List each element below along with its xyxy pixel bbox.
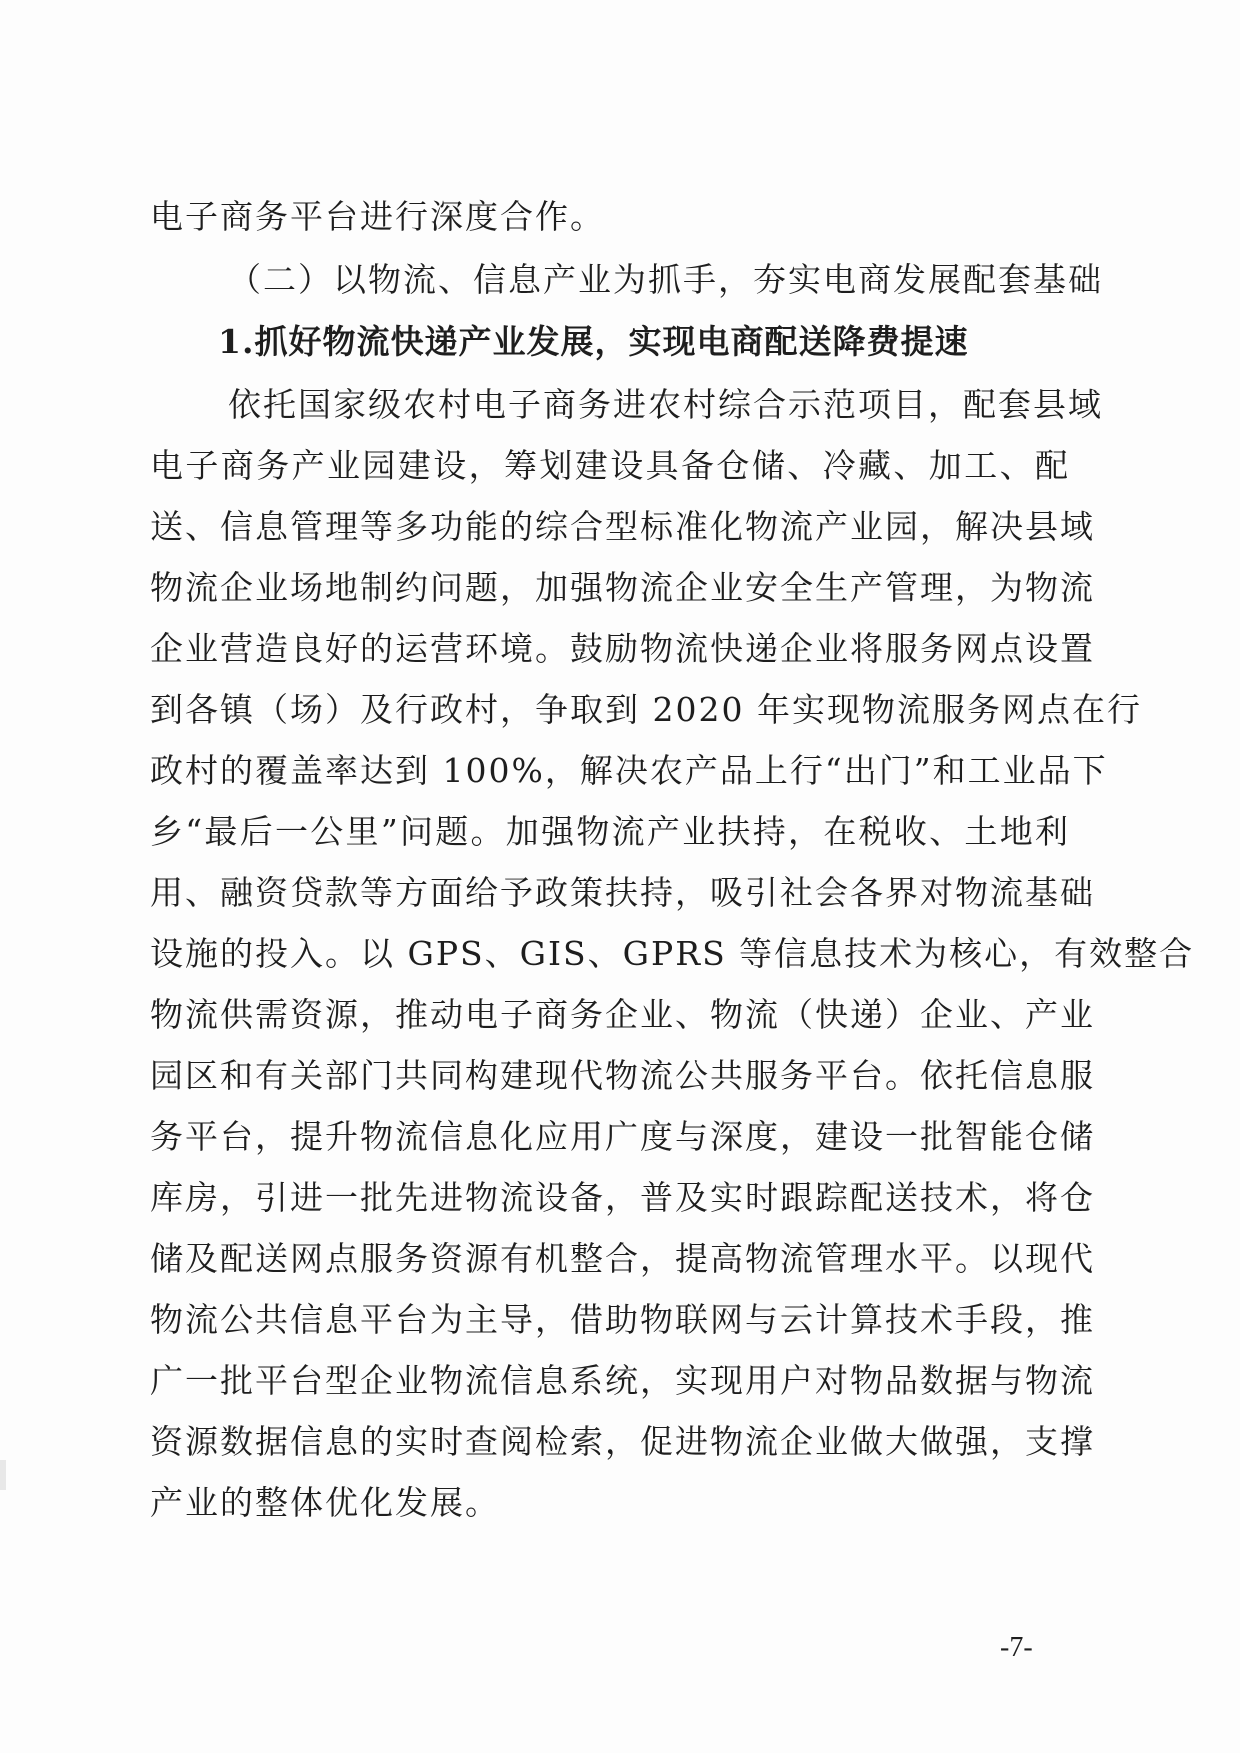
- body-line: 务平台，提升物流信息化应用广度与深度，建设一批智能仓储: [150, 1117, 1095, 1156]
- body-line: 依托国家级农村电子商务进农村综合示范项目，配套县域: [228, 385, 1103, 424]
- paragraph-continuation-line: 电子商务平台进行深度合作。: [150, 197, 605, 236]
- body-line: 物流供需资源，推动电子商务企业、物流（快递）企业、产业: [150, 995, 1095, 1034]
- body-line: 资源数据信息的实时查阅检索，促进物流企业做大做强，支撑: [150, 1422, 1095, 1461]
- subsection-heading: 1.抓好物流快递产业发展，实现电商配送降费提速: [218, 322, 969, 361]
- body-line: 到各镇（场）及行政村，争取到 2020 年实现物流服务网点在行: [150, 690, 1142, 729]
- body-line: 园区和有关部门共同构建现代物流公共服务平台。依托信息服: [150, 1056, 1095, 1095]
- body-line-last: 产业的整体优化发展。: [150, 1483, 500, 1522]
- body-line: 储及配送网点服务资源有机整合，提高物流管理水平。以现代: [150, 1239, 1095, 1278]
- body-line: 电子商务产业园建设，筹划建设具备仓储、冷藏、加工、配: [150, 446, 1070, 485]
- body-line: 设施的投入。以 GPS、GIS、GPRS 等信息技术为核心，有效整合: [150, 934, 1195, 973]
- body-line: 企业营造良好的运营环境。鼓励物流快递企业将服务网点设置: [150, 629, 1095, 668]
- body-line: 乡“最后一公里”问题。加强物流产业扶持，在税收、土地利: [150, 812, 1070, 851]
- body-line: 政村的覆盖率达到 100%，解决农产品上行“出门”和工业品下: [150, 751, 1108, 790]
- body-line: 送、信息管理等多功能的综合型标准化物流产业园，解决县域: [150, 507, 1095, 546]
- body-line: 库房，引进一批先进物流设备，普及实时跟踪配送技术，将仓: [150, 1178, 1095, 1217]
- scan-edge-mark: [0, 1460, 6, 1490]
- body-line: 物流公共信息平台为主导，借助物联网与云计算技术手段，推: [150, 1300, 1095, 1339]
- section-heading: （二）以物流、信息产业为抓手，夯实电商发展配套基础: [228, 260, 1103, 299]
- body-line: 物流企业场地制约问题，加强物流企业安全生产管理，为物流: [150, 568, 1095, 607]
- page-number: -7-: [1000, 1632, 1033, 1663]
- body-line: 用、融资贷款等方面给予政策扶持，吸引社会各界对物流基础: [150, 873, 1095, 912]
- body-line: 广一批平台型企业物流信息系统，实现用户对物品数据与物流: [150, 1361, 1095, 1400]
